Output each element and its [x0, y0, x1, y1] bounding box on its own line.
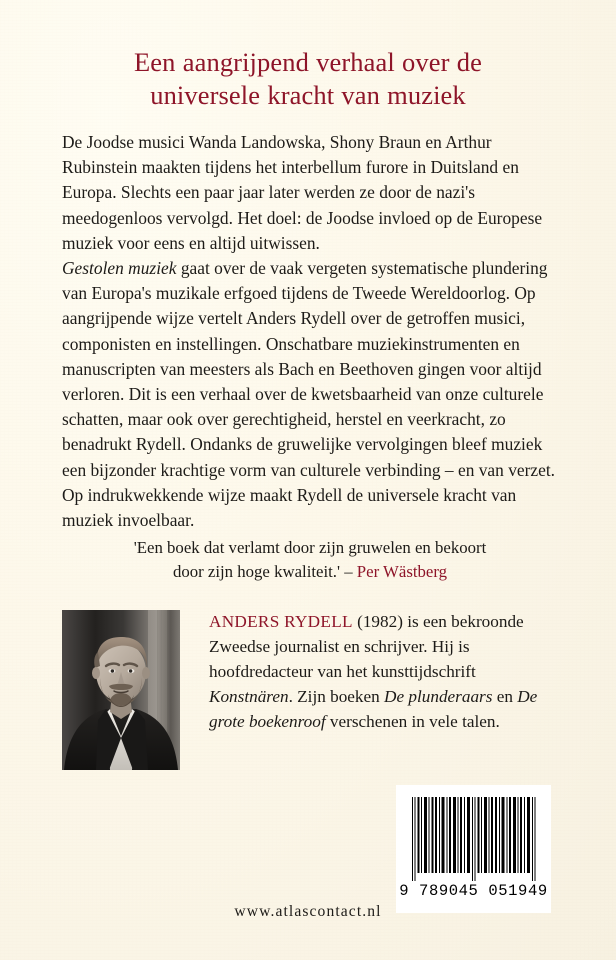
blurb-paragraph-2-rest: gaat over de vaak vergeten systematische plundering van Europa's muzikale erfgoed tijdens de Tweede Wereldoorlog. Op aangrijpende wijze vertelt Anders Rydell over de getroffen musici, componisten en instellingen. Onschatbare muziekinstrumenten en manuscripten van meesters als Bach en Beethoven gingen voor altijd verloren. Dit is een verhaal over de kwetsbaarheid van onze culturele schatten, maar ook over gerechtigheid, herstel en veerkracht, zo benadrukt Rydell. Ondanks de gruwelijke vervolgingen bleef muziek een bijzonder krachtige vorm van culturele verbinding – en van verzet. Op indrukwekkende wijze maakt Rydell de universele kracht van muziek invoelbaar.	[62, 258, 556, 531]
page-title	[56, 46, 560, 112]
book-title-boekenroof: De grote boekenroof	[209, 687, 538, 731]
barcode-digits: 9 789045 051949	[399, 882, 548, 900]
headline-line-1: Een aangrijpend verhaal over de	[134, 47, 482, 77]
publisher-url[interactable]: www.atlascontact.nl	[234, 903, 382, 920]
magazine-title: Konstnären	[209, 687, 289, 706]
barcode-bars	[408, 797, 540, 881]
author-bio-part-4: verschenen in vele talen.	[325, 712, 500, 731]
book-title-italic: Gestolen muziek	[62, 258, 177, 279]
author-bio-part-2: . Zijn boeken	[288, 687, 385, 706]
isbn-barcode	[396, 785, 551, 913]
pull-quote-line-1: 'Een boek dat verlamt door zijn gruwelen en bekoort	[133, 538, 487, 557]
author-bio-part-3: en	[492, 687, 518, 706]
headline-line-2: universele kracht van muziek	[150, 80, 466, 110]
pull-quote	[62, 536, 558, 584]
blurb-text	[62, 130, 558, 533]
author-name: ANDERS RYDELL	[209, 612, 353, 631]
blurb-paragraph-1: De Joodse musici Wanda Landowska, Shony Braun en Arthur Rubinstein maakten tijdens het interbellum furore in Duitsland en Europa. Slechts een paar jaar later werden ze door de nazi's meedogenloos vervolgd. Het doel: de Joodse invloed op de Europese muziek voor eens en altijd uitwissen.	[62, 132, 543, 253]
pull-quote-attribution: Per Wästberg	[356, 562, 448, 581]
author-portrait	[62, 610, 180, 770]
pull-quote-line-2	[62, 560, 558, 584]
author-bio	[209, 609, 559, 734]
pull-quote-line-2-text: door zijn hoge kwaliteit.' –	[172, 562, 357, 581]
author-bio-part-1: (1982) is een bekroonde Zweedse journalist en schrijver. Hij is hoofdredacteur van het kunsttijdschrift	[209, 612, 524, 681]
book-title-plunderaars: De plunderaars	[384, 687, 493, 706]
blurb-paragraph-2	[62, 256, 558, 533]
